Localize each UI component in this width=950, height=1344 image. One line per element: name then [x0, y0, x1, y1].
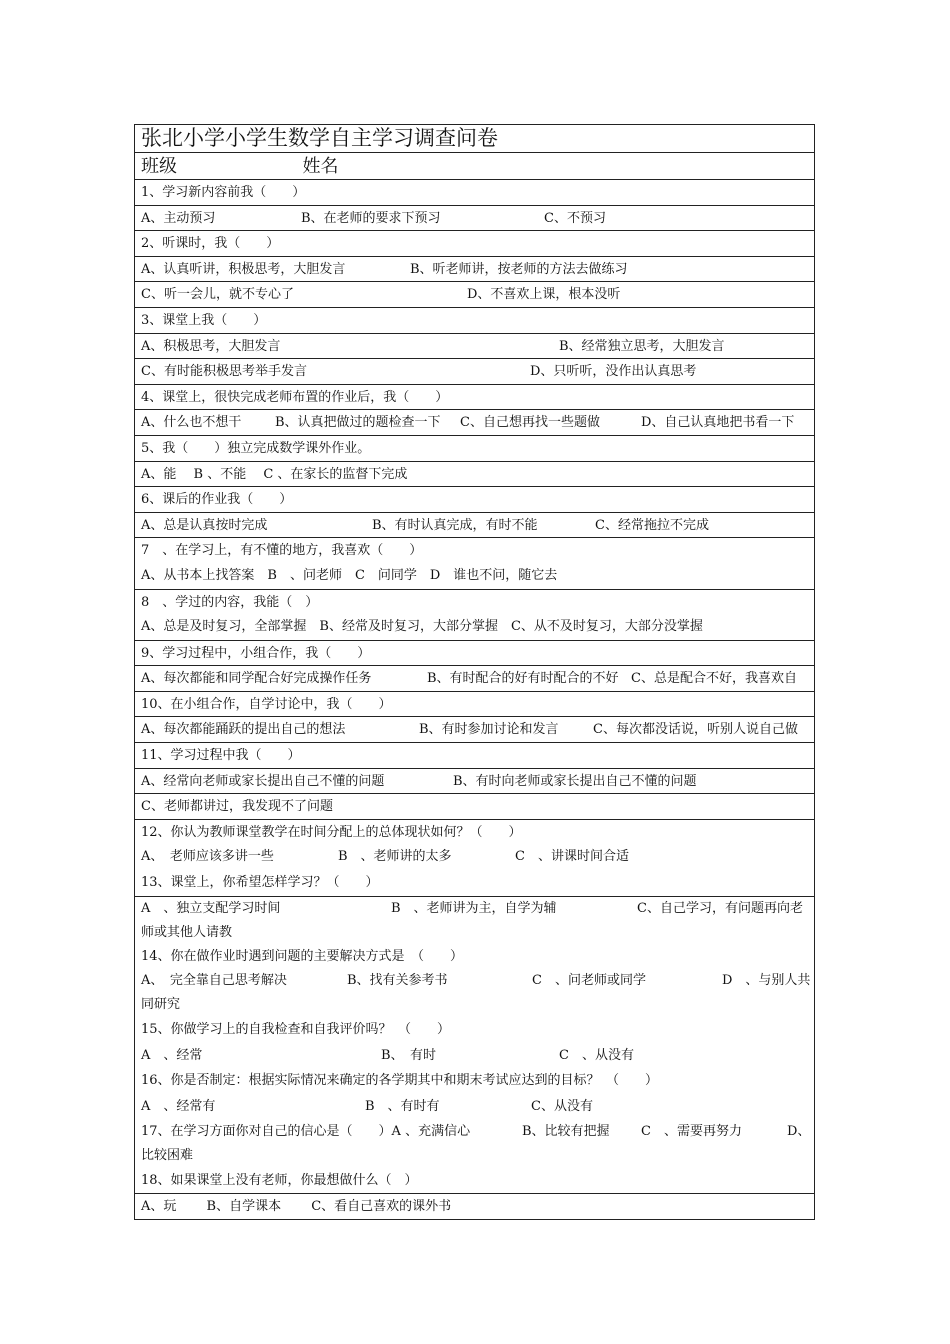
question-14: 14、你在做作业时遇到问题的主要解决方式是 （ ）: [141, 948, 464, 964]
option-12a[interactable]: A、 老师应该多讲一些: [141, 849, 274, 865]
question-15: 15、你做学习上的自我检查和自我评价吗？ （ ）: [141, 1022, 451, 1038]
questionnaire-table: [134, 124, 815, 1220]
option-13b[interactable]: B 、老师讲为主，自学为辅: [391, 900, 557, 916]
option-16c[interactable]: C、从没有: [531, 1099, 593, 1114]
option-2a[interactable]: A、认真听讲，积极思考，大胆发言: [141, 261, 346, 277]
question-11: 11、学习过程中我（ ）: [135, 742, 814, 768]
option-9c[interactable]: C、总是配合不好，我喜欢自: [631, 671, 797, 687]
options-18[interactable]: A、玩 B、自学课本 C、看自己喜欢的课外书: [135, 1193, 814, 1219]
option-4c[interactable]: C、自己想再找一些题做: [460, 415, 600, 431]
question-13: 13、课堂上，你希望怎样学习？（ ）: [141, 875, 379, 891]
option-1c[interactable]: C、不预习: [544, 210, 606, 226]
option-4d[interactable]: D、自己认真地把书看一下: [641, 415, 795, 431]
question-3: 3、课堂上我（ ）: [135, 307, 814, 333]
option-4b[interactable]: B、认真把做过的题检查一下: [275, 415, 441, 431]
class-label: 班级: [141, 156, 177, 177]
option-3d[interactable]: D、只听听，没作出认真思考: [530, 364, 697, 380]
option-15b[interactable]: B、 有时: [381, 1047, 437, 1063]
options-5[interactable]: A、能 B 、不能 C 、在家长的监督下完成: [135, 461, 814, 487]
options-15: [135, 1043, 814, 1069]
options-9: [135, 665, 814, 691]
name-label: 姓名: [302, 156, 339, 177]
options-3a: [135, 333, 814, 359]
option-15c[interactable]: C 、从没有: [559, 1047, 634, 1063]
option-10c[interactable]: C、每次都没话说，听别人说自己做: [593, 722, 798, 738]
option-16b[interactable]: B 、有时有: [365, 1099, 440, 1114]
option-13c-continued: 师或其他人请教: [141, 924, 233, 940]
option-4a[interactable]: A、什么也不想干: [141, 415, 242, 431]
option-15a[interactable]: A 、经常: [141, 1047, 203, 1063]
options-2a: [135, 256, 814, 282]
option-6c[interactable]: C、经常拖拉不完成: [595, 517, 709, 533]
question-18: 18、如果课堂上没有老师，你最想做什么（ ）: [141, 1172, 418, 1188]
question-2: 2、听课时，我（ ）: [135, 230, 814, 256]
page-title: 张北小学小学生数学自主学习调查问卷: [141, 126, 498, 150]
option-2b[interactable]: B、听老师讲，按老师的方法去做练习: [410, 261, 628, 277]
option-14c[interactable]: C 、问老师或同学: [532, 973, 646, 989]
options-10: [135, 716, 814, 742]
option-1a[interactable]: A、主动预习: [141, 210, 216, 226]
option-9a[interactable]: A、每次都能和同学配合好完成操作任务: [141, 671, 372, 687]
option-12c[interactable]: C 、讲课时间合适: [515, 849, 629, 865]
question-4: 4、课堂上，很快完成老师布置的作业后，我（ ）: [135, 384, 814, 410]
option-2d[interactable]: D、不喜欢上课，根本没听: [467, 287, 621, 303]
question-17-text: 17、在学习方面你对自己的信心是（ ）A 、充满信心: [141, 1123, 471, 1139]
option-3b[interactable]: B、经常独立思考，大胆发言: [559, 338, 725, 354]
option-6a[interactable]: A、总是认真按时完成: [141, 517, 268, 533]
option-13c[interactable]: C、自己学习，有问题再向老: [637, 900, 803, 916]
option-11a[interactable]: A、经常向老师或家长提出自己不懂的问题: [141, 773, 385, 789]
question-8: 8 、学过的内容，我能（ ）: [135, 589, 814, 615]
options-8[interactable]: A、总是及时复习，全部掌握 B、经常及时复习，大部分掌握 C、从不及时复习，大部分没掌握: [141, 619, 703, 635]
options-11b: [135, 793, 814, 819]
question-1: 1、学习新内容前我（ ）: [135, 179, 814, 205]
options-1: [135, 205, 814, 231]
options-13: [135, 896, 814, 944]
option-16a[interactable]: A 、经常有: [141, 1099, 216, 1114]
options-2b: [135, 281, 814, 307]
option-2c[interactable]: C、听一会儿，就不专心了: [141, 287, 294, 303]
option-9b[interactable]: B、有时配合的好有时配合的不好: [427, 671, 619, 687]
options-14: [135, 969, 814, 1017]
question-10: 10、在小组合作，自学讨论中，我（ ）: [135, 691, 814, 717]
question-5: 5、我（ ）独立完成数学课外作业。: [135, 435, 814, 461]
option-10a[interactable]: A、每次都能踊跃的提出自己的想法: [141, 722, 346, 738]
option-3a[interactable]: A、积极思考，大胆发言: [141, 338, 281, 354]
option-17b[interactable]: B、比较有把握: [522, 1123, 610, 1139]
options-12: [135, 844, 814, 870]
option-3c[interactable]: C、有时能积极思考举手发言: [141, 364, 307, 380]
option-14a[interactable]: A、 完全靠自己思考解决: [141, 973, 287, 989]
question-6: 6、课后的作业我（ ）: [135, 486, 814, 512]
option-14d-continued: 同研究: [141, 997, 181, 1013]
options-7[interactable]: A、从书本上找答案 B 、问老师 C 问同学 D 谁也不问，随它去: [141, 567, 558, 583]
option-6b[interactable]: B、有时认真完成，有时不能: [372, 517, 538, 533]
option-11b[interactable]: B、有时向老师或家长提出自己不懂的问题: [453, 773, 697, 789]
name-blank[interactable]: [338, 159, 434, 179]
option-10b[interactable]: B、有时参加讨论和发言: [419, 722, 559, 738]
options-16: [135, 1094, 814, 1120]
question-17: [135, 1120, 814, 1168]
options-3b: [135, 358, 814, 384]
class-blank[interactable]: [177, 159, 255, 179]
option-1b[interactable]: B、在老师的要求下预习: [301, 210, 441, 226]
option-17c[interactable]: C 、需要再努力: [641, 1123, 742, 1139]
option-17d-continued: 比较困难: [141, 1147, 194, 1163]
options-4: [135, 409, 814, 435]
question-12: 12、你认为教师课堂教学在时间分配上的总体现状如何？（ ）: [135, 819, 814, 845]
option-13a[interactable]: A 、独立支配学习时间: [141, 900, 281, 916]
option-12b[interactable]: B 、老师讲的太多: [338, 849, 452, 865]
option-14b[interactable]: B、找有关参考书: [347, 973, 448, 989]
option-17d[interactable]: D、: [787, 1123, 811, 1139]
options-6: [135, 512, 814, 538]
question-7: 7 、在学习上，有不懂的地方，我喜欢（ ）: [135, 537, 814, 563]
question-16: 16、你是否制定：根据实际情况来确定的各学期其中和期末考试应达到的目标？ （ ）: [141, 1073, 659, 1089]
question-9: 9、学习过程中，小组合作，我（ ）: [135, 640, 814, 666]
option-11c[interactable]: C、老师都讲过，我发现不了问题: [141, 799, 333, 815]
student-info-row: [135, 152, 814, 179]
options-11a: [135, 768, 814, 794]
option-14d[interactable]: D 、与别人共: [722, 973, 811, 989]
